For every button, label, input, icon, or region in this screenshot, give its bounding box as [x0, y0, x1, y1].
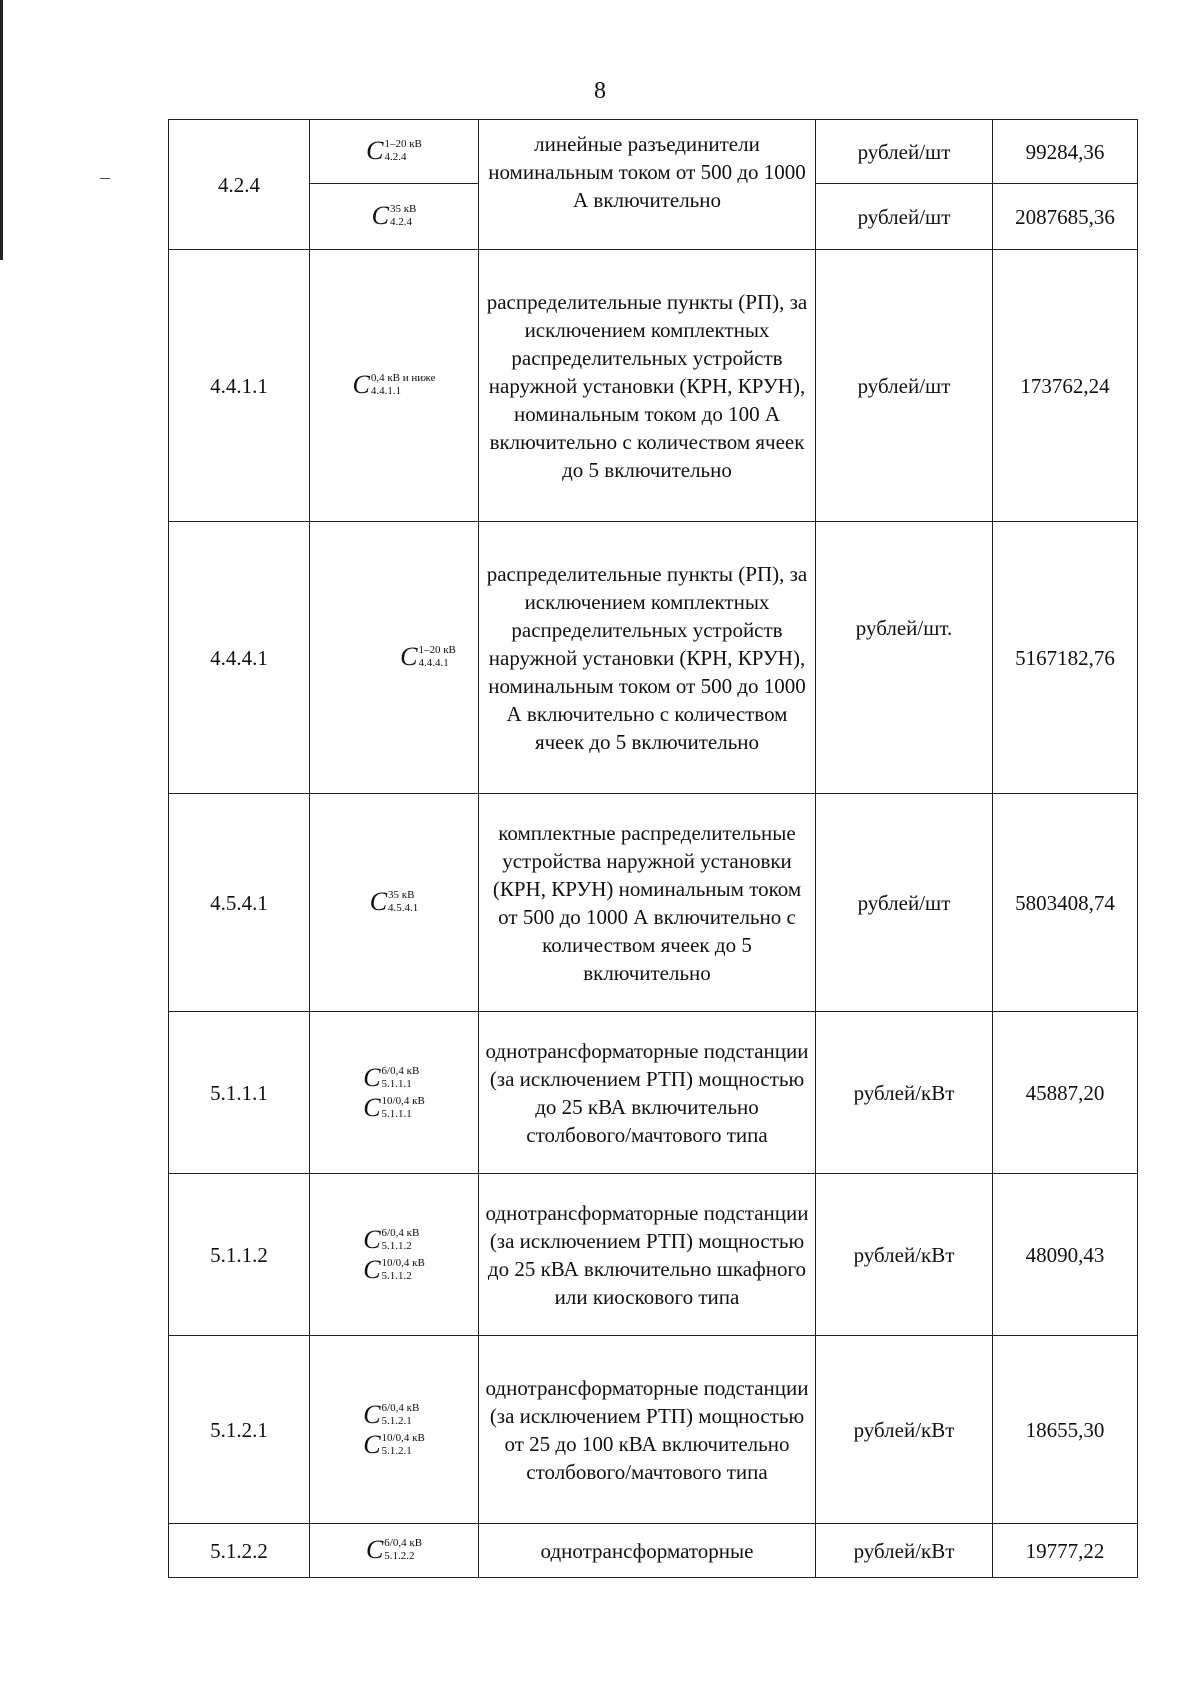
item-description: однотрансформаторные подстанции (за исключением РТП) мощностью до 25 кВА включительно столбового/мачтового типа	[479, 1012, 816, 1174]
rate-symbol: C 35 кВ 4.2.4	[310, 184, 479, 250]
unit-cell: рублей/шт	[816, 250, 993, 522]
item-number: 4.4.1.1	[169, 250, 310, 522]
scan-edge-mark	[0, 0, 3, 260]
value-cell: 45887,20	[993, 1012, 1138, 1174]
table-row	[169, 794, 1138, 1012]
rate-symbol-pair: C 6/0,4 кВ 5.1.1.2 C 10/0,4 кВ 5.1.1.2	[310, 1174, 479, 1336]
rate-symbol: C 1–20 кВ 4.4.4.1	[310, 522, 479, 794]
item-number: 5.1.1.2	[169, 1174, 310, 1336]
unit-cell: рублей/шт	[816, 120, 993, 184]
rate-symbol-pair: C 6/0,4 кВ 5.1.2.1 C 10/0,4 кВ 5.1.2.1	[310, 1336, 479, 1524]
table-row	[169, 250, 1138, 522]
item-number: 4.5.4.1	[169, 794, 310, 1012]
value-cell: 2087685,36	[993, 184, 1138, 250]
unit-cell: рублей/кВт	[816, 1524, 993, 1578]
value-cell: 5167182,76	[993, 522, 1138, 794]
item-description: линейные разъединители номинальным током от 500 до 1000 А включительно	[479, 120, 816, 250]
table-row	[169, 120, 1138, 184]
value-cell: 19777,22	[993, 1524, 1138, 1578]
value-cell: 5803408,74	[993, 794, 1138, 1012]
item-description: однотрансформаторные подстанции (за исключением РТП) мощностью от 25 до 100 кВА включительно столбового/мачтового типа	[479, 1336, 816, 1524]
value-cell: 18655,30	[993, 1336, 1138, 1524]
unit-cell: рублей/кВт	[816, 1174, 993, 1336]
unit-cell: рублей/шт	[816, 184, 993, 250]
rate-symbol: C 0,4 кВ и ниже 4.4.1.1	[310, 250, 479, 522]
item-number: 5.1.2.2	[169, 1524, 310, 1578]
table-row	[169, 1524, 1138, 1578]
scan-speck	[100, 178, 110, 179]
item-number: 5.1.1.1	[169, 1012, 310, 1174]
item-description: однотрансформаторные	[479, 1524, 816, 1578]
rate-symbol: C 6/0,4 кВ 5.1.2.2	[310, 1524, 479, 1578]
page-number: 8	[594, 78, 606, 104]
rate-symbol: C 35 кВ 4.5.4.1	[310, 794, 479, 1012]
item-description: однотрансформаторные подстанции (за исключением РТП) мощностью до 25 кВА включительно шкафного или киоскового типа	[479, 1174, 816, 1336]
item-description: распределительные пункты (РП), за исключением комплектных распределительных устройств наружной установки (КРН, КРУН), номинальным током до 100 А включительно с количеством ячеек до 5 включительно	[479, 250, 816, 522]
item-number: 4.2.4	[169, 120, 310, 250]
table-row	[169, 1336, 1138, 1524]
item-number: 4.4.4.1	[169, 522, 310, 794]
value-cell: 48090,43	[993, 1174, 1138, 1336]
table-row	[169, 522, 1138, 794]
unit-cell: рублей/кВт	[816, 1012, 993, 1174]
unit-cell: рублей/шт.	[816, 522, 993, 794]
rate-symbol: C 1–20 кВ 4.2.4	[310, 120, 479, 184]
table-row	[169, 1012, 1138, 1174]
value-cell: 173762,24	[993, 250, 1138, 522]
rate-symbol-pair: C 6/0,4 кВ 5.1.1.1 C 10/0,4 кВ 5.1.1.1	[310, 1012, 479, 1174]
item-description: комплектные распределительные устройства наружной установки (КРН, КРУН) номинальным током от 500 до 1000 А включительно с количеством ячеек до 5 включительно	[479, 794, 816, 1012]
unit-cell: рублей/шт	[816, 794, 993, 1012]
value-cell: 99284,36	[993, 120, 1138, 184]
item-description: распределительные пункты (РП), за исключением комплектных распределительных устройств наружной установки (КРН, КРУН), номинальным током от 500 до 1000 А включительно с количеством ячеек до 5 включительно	[479, 522, 816, 794]
unit-cell: рублей/кВт	[816, 1336, 993, 1524]
tariff-table	[168, 119, 1138, 1578]
table-row	[169, 1174, 1138, 1336]
item-number: 5.1.2.1	[169, 1336, 310, 1524]
